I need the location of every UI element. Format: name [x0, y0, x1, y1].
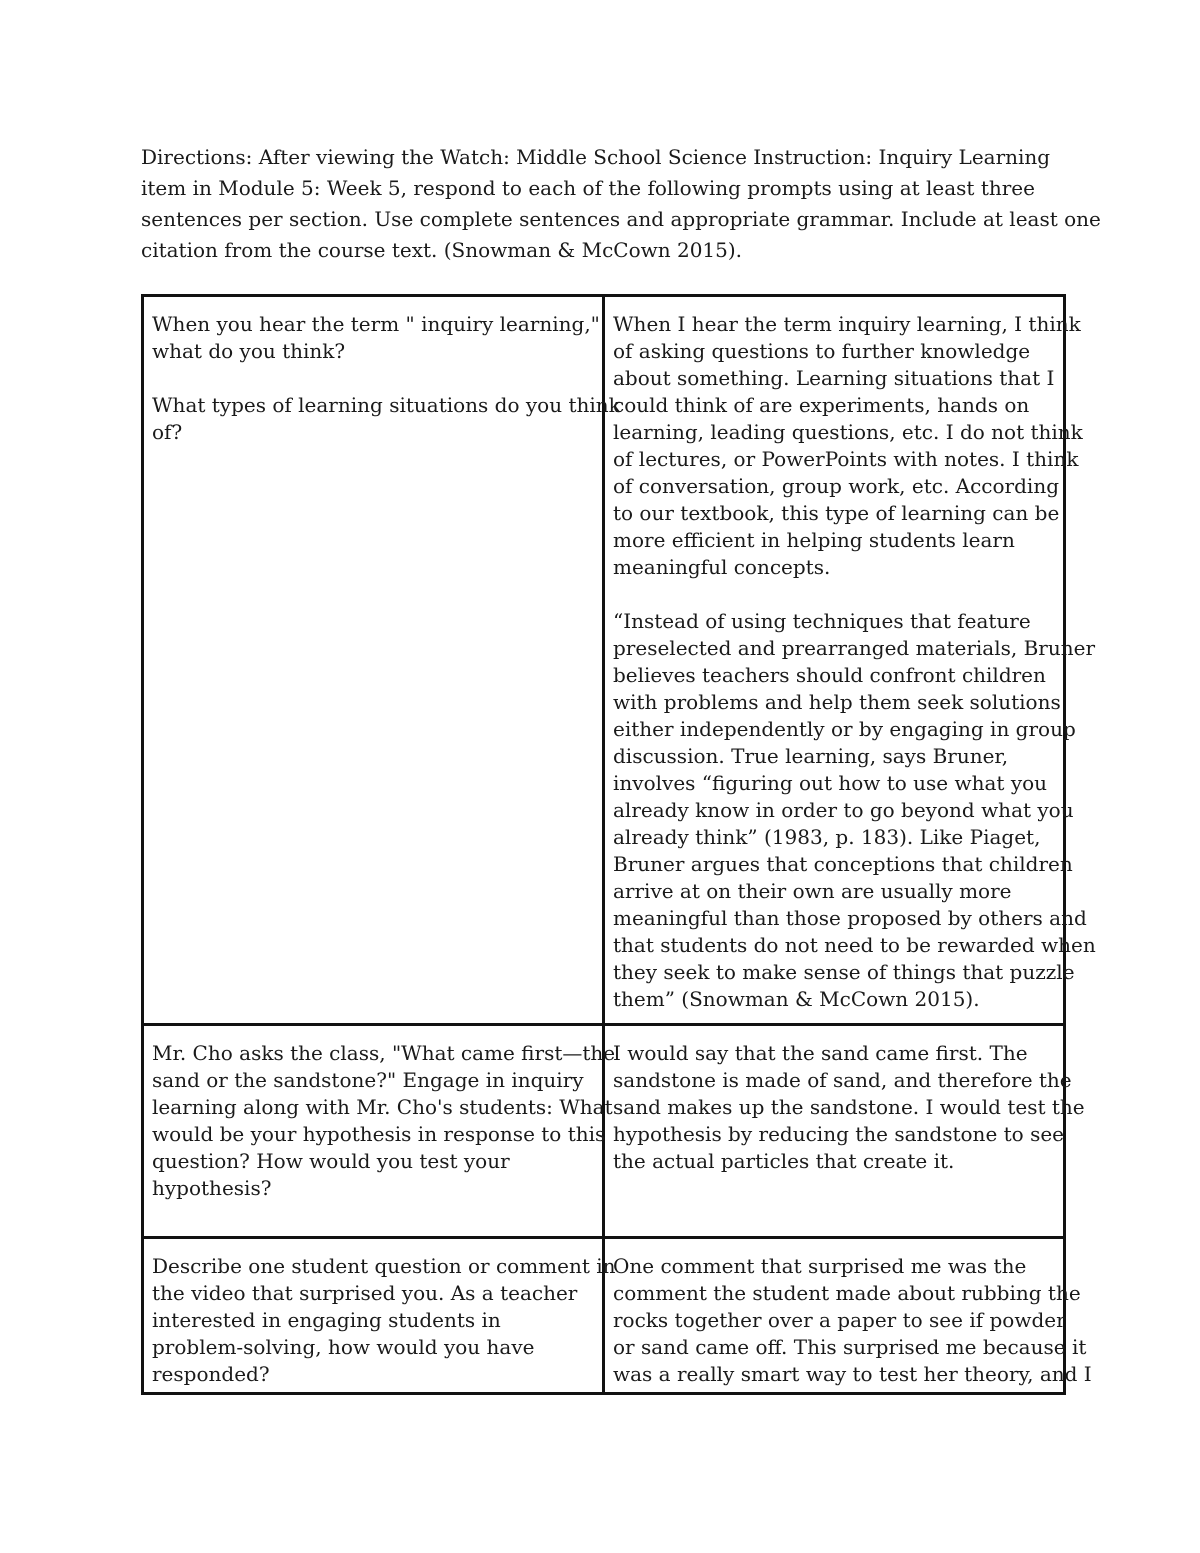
- text-line: One comment that surprised me was the: [613, 1254, 1027, 1278]
- text-line: they seek to make sense of things that puzzle: [613, 960, 1075, 984]
- text-line: Describe one student question or comment in: [152, 1254, 616, 1278]
- directions-line: citation from the course text. (Snowman & McCown 2015).: [141, 238, 743, 262]
- text-line: the actual particles that create it.: [613, 1149, 955, 1173]
- text-line: sandstone is made of sand, and therefore the: [613, 1068, 1072, 1092]
- text-line: Bruner argues that conceptions that children: [613, 852, 1073, 876]
- text-line: them” (Snowman & McCown 2015).: [613, 987, 980, 1011]
- text-line: preselected and prearranged materials, Bruner: [613, 636, 1096, 660]
- response-paragraph: [613, 311, 1083, 581]
- text-line: already know in order to go beyond what you: [613, 798, 1074, 822]
- table-row: [143, 296, 1065, 1025]
- text-line: believes teachers should confront children: [613, 663, 1046, 687]
- text-line: comment the student made about rubbing the: [613, 1281, 1081, 1305]
- text-line: could think of are experiments, hands on: [613, 393, 1030, 417]
- prompt-paragraph: [152, 1253, 616, 1388]
- text-line: of?: [152, 420, 183, 444]
- text-line: problem-solving, how would you have: [152, 1335, 535, 1359]
- response-cell: [604, 296, 1096, 1025]
- text-line: meaningful than those proposed by others and: [613, 906, 1087, 930]
- text-line: arrive at on their own are usually more: [613, 879, 1012, 903]
- text-line: “Instead of using techniques that feature: [613, 609, 1031, 633]
- text-line: either independently or by engaging in group: [613, 717, 1076, 741]
- response-cell: [604, 1238, 1092, 1394]
- text-line: When I hear the term inquiry learning, I think: [613, 312, 1081, 336]
- text-line: sand makes up the sandstone. I would test the: [613, 1095, 1085, 1119]
- text-line: to our textbook, this type of learning can be: [613, 501, 1060, 525]
- text-line: What types of learning situations do you think: [152, 393, 621, 417]
- response-paragraph: [613, 1253, 1092, 1388]
- prompt-cell: [143, 296, 621, 1025]
- text-line: question? How would you test your: [152, 1149, 510, 1173]
- text-line: hypothesis?: [152, 1176, 272, 1200]
- text-line: was a really smart way to test her theory, and I: [613, 1362, 1092, 1386]
- text-line: meaningful concepts.: [613, 555, 831, 579]
- text-line: with problems and help them seek solutions: [613, 690, 1061, 714]
- text-line: what do you think?: [152, 339, 346, 363]
- text-line: interested in engaging students in: [152, 1308, 501, 1332]
- text-line: discussion. True learning, says Bruner,: [613, 744, 1009, 768]
- table-row: [143, 1238, 1065, 1394]
- text-line: I would say that the sand came first. The: [613, 1041, 1028, 1065]
- prompt-paragraph: [152, 1040, 616, 1202]
- directions-line: Directions: After viewing the Watch: Middle School Science Instruction: Inquiry Learning: [141, 145, 1051, 169]
- text-line: Mr. Cho asks the class, "What came first—the: [152, 1041, 616, 1065]
- prompt-response-table: [141, 294, 1096, 1395]
- text-line: or sand came off. This surprised me because it: [613, 1335, 1087, 1359]
- text-line: of lectures, or PowerPoints with notes. I think: [613, 447, 1079, 471]
- text-line: already think” (1983, p. 183). Like Piaget,: [613, 825, 1041, 849]
- text-line: of asking questions to further knowledge: [613, 339, 1031, 363]
- text-line: sand or the sandstone?" Engage in inquiry: [152, 1068, 584, 1092]
- response-cell: [604, 1025, 1085, 1238]
- prompt-paragraph: [152, 311, 600, 365]
- directions-line: item in Module 5: Week 5, respond to each of the following prompts using at least three: [141, 176, 1035, 200]
- directions-text: [141, 142, 1101, 266]
- text-line: about something. Learning situations that I: [613, 366, 1055, 390]
- table-row: [143, 1025, 1065, 1238]
- response-paragraph: [613, 1040, 1085, 1175]
- text-line: learning along with Mr. Cho's students: What: [152, 1095, 613, 1119]
- response-quote-paragraph: [613, 608, 1096, 1013]
- text-line: When you hear the term " inquiry learning,": [152, 312, 600, 336]
- text-line: the video that surprised you. As a teacher: [152, 1281, 578, 1305]
- text-line: hypothesis by reducing the sandstone to see: [613, 1122, 1065, 1146]
- prompt-cell: [143, 1238, 616, 1394]
- text-line: would be your hypothesis in response to this: [152, 1122, 606, 1146]
- text-line: involves “figuring out how to use what you: [613, 771, 1048, 795]
- text-line: learning, leading questions, etc. I do not think: [613, 420, 1083, 444]
- text-line: more efficient in helping students learn: [613, 528, 1015, 552]
- text-line: rocks together over a paper to see if powder: [613, 1308, 1066, 1332]
- text-line: responded?: [152, 1362, 270, 1386]
- directions-line: sentences per section. Use complete sentences and appropriate grammar. Include at least one: [141, 207, 1101, 231]
- prompt-paragraph: [152, 392, 621, 446]
- text-line: of conversation, group work, etc. According: [613, 474, 1059, 498]
- prompt-cell: [143, 1025, 616, 1238]
- text-line: that students do not need to be rewarded when: [613, 933, 1096, 957]
